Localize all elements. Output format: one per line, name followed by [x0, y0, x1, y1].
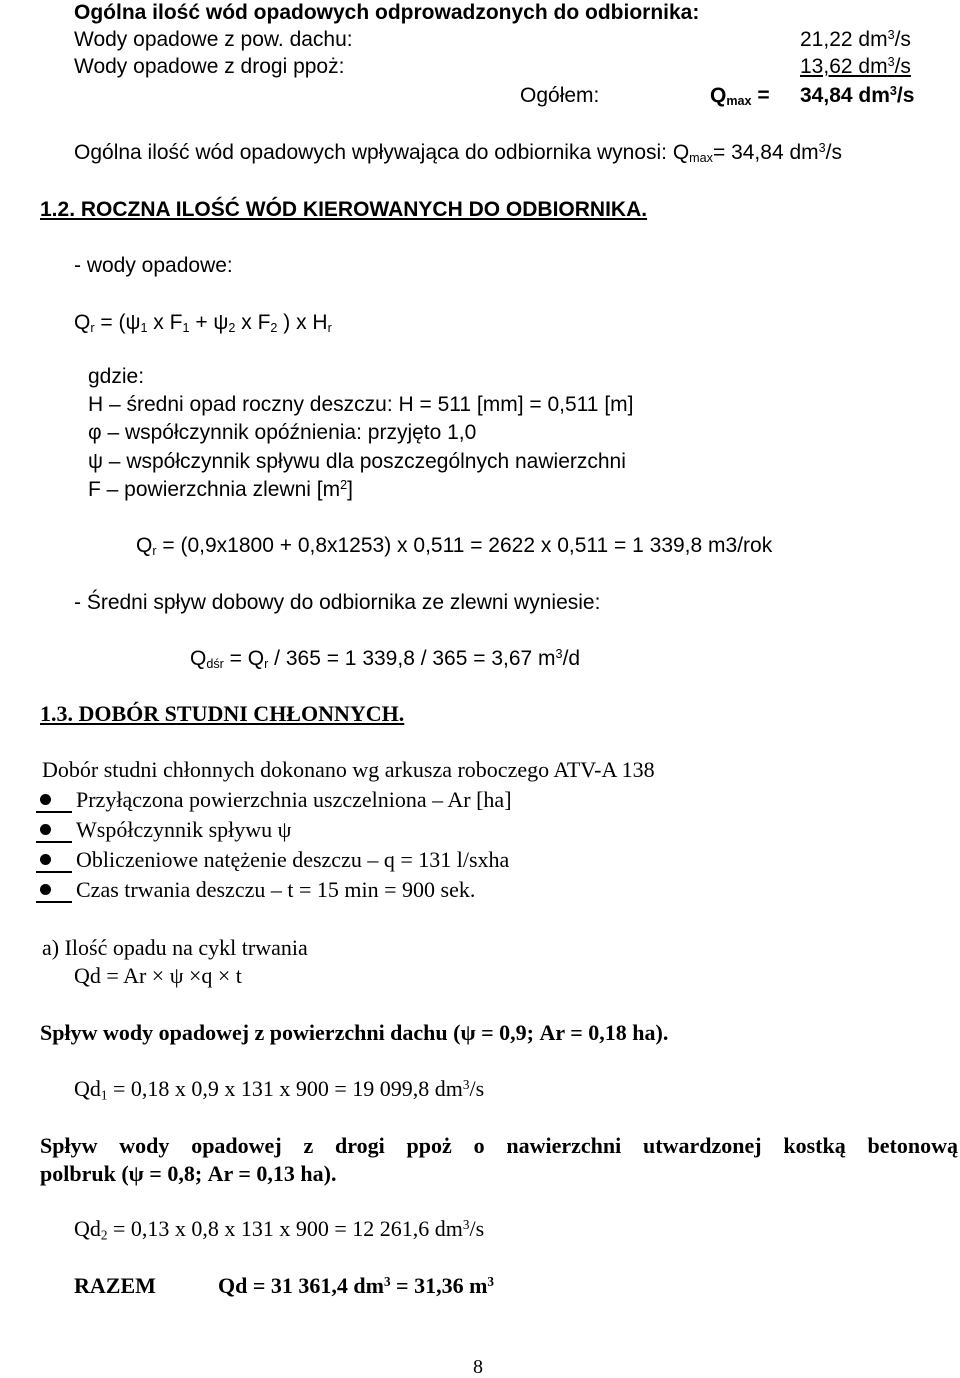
where-label: gdzie: [88, 365, 145, 388]
total-value: 34,84 $dm^3/s$ [800, 84, 915, 107]
bullet-icon [40, 854, 51, 865]
bullet-underline [36, 871, 72, 873]
rain-water-label: - wody opadowe: [74, 254, 233, 277]
bullet-item: Obliczeniowe natężenie deszczu – q = 131 l/sxha [76, 847, 510, 872]
bullet-underline [36, 841, 72, 843]
qd2-calculation: $Qd_2 = 0,13$ x 0,8 x 131 x 900 = 12 261,6 $dm^3/s$ [74, 1216, 485, 1243]
qd1-calculation: $Qd_1 = 0,18$ x 0,9 x 131 x 900 = 19 099,8 $dm^3/s$ [74, 1076, 485, 1103]
total-qd: Qd = 31 361,4 $dm^3 = 31,36$ $m^3$ [218, 1273, 495, 1298]
bullet-icon [40, 794, 51, 805]
bullet-item: Współczynnik spływu ψ [76, 817, 292, 842]
bullet-item: Przyłączona powierzchnia uszczelniona – Ar [ha] [76, 787, 512, 812]
definition-psi: ψ – współczynnik spływu dla poszczególnych nawierzchni [88, 450, 626, 473]
road-value: 13,62 $dm^3/s$ [800, 55, 911, 78]
bullet-underline [36, 811, 72, 813]
bullet-underline [36, 901, 72, 903]
total-sentence: Ogólna ilość wód opadowych wpływająca do odbiornika wynosi: $Q_{max}= 34,84$ $dm^3/s$ [74, 141, 842, 166]
annual-formula: $Q_r = (\psi_1$ x $F_1 + \psi_2$ x $F_2$ ) x $H_r$ [74, 311, 332, 336]
section-heading-1-3: 1.3. DOBÓR STUDNI CHŁONNYCH. [40, 701, 405, 726]
point-a: a) Ilość opadu na cykl trwania [42, 935, 308, 960]
daily-runoff-calculation: $Q_{dśr} = Q_r / 365 = 1$ 339,8 / 365 = 3,67 $m^3/d$ [190, 647, 581, 672]
intro-text: Dobór studni chłonnych dokonano wg arkusza roboczego ATV-A 138 [42, 757, 655, 782]
section-heading-1-2: 1.2. ROCZNA ILOŚĆ WÓD KIEROWANYCH DO ODBIORNIKA. [40, 198, 648, 221]
road-runoff-heading: Spływ wody opadowej z drogi ppoż o nawierzchni utwardzonej kostką betonową [40, 1133, 958, 1158]
page-number: 8 [473, 1356, 483, 1378]
definition-h: H – średni opad roczny deszczu: H = 511 [mm] = 0,511 [m] [88, 393, 634, 416]
roof-value: 21,22 $dm^3/s$ [800, 28, 911, 51]
bullet-item: Czas trwania deszczu – t = 15 min = 900 sek. [76, 877, 476, 902]
roof-label: Wody opadowe z pow. dachu: [74, 28, 353, 51]
definition-phi: φ – współczynnik opóźnienia: przyjęto 1,0 [88, 421, 477, 444]
definition-f: F – powierzchnia zlewni $[m^2]$ [88, 478, 353, 501]
daily-runoff-label: - Średni spływ dobowy do odbiornika ze zlewni wyniesie: [74, 591, 601, 614]
annual-calculation: $Q_r = (0,9x1800 + 0,8x1253)$ x 0,511 = 2622 x 0,511 = 1 339,8 m3/rok [136, 534, 773, 559]
bullet-icon [40, 824, 51, 835]
qd-formula: Qd = Ar × ψ ×q × t [74, 963, 242, 988]
total-q: $Q_{max}$ = [710, 84, 770, 109]
road-runoff-heading-cont: polbruk (ψ = 0,8; Ar = 0,13 ha). [40, 1161, 337, 1186]
roof-runoff-heading: Spływ wody opadowej z powierzchni dachu (ψ = 0,9; Ar = 0,18 ha). [40, 1020, 669, 1045]
summary-heading: Ogólna ilość wód opadowych odprowadzonych do odbiornika: [74, 1, 700, 24]
bullet-icon [40, 884, 51, 895]
road-label: Wody opadowe z drogi ppoż: [74, 55, 345, 78]
total-label: Ogółem: [520, 84, 600, 107]
razem-label: RAZEM [74, 1273, 156, 1298]
